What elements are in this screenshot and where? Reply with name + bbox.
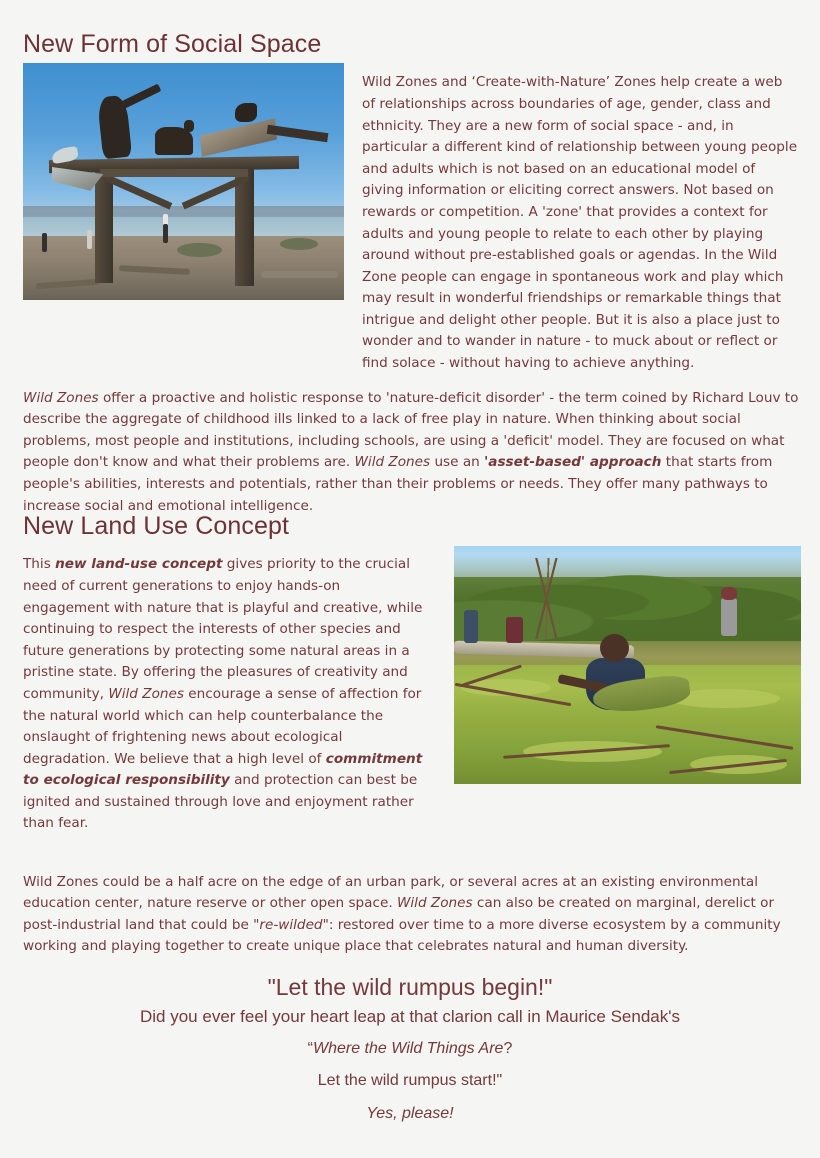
photo-person xyxy=(163,224,168,243)
land-use-text-and-photo xyxy=(23,541,801,849)
paragraph-wild-zones-scale xyxy=(23,872,801,958)
quote-rumpus-start: Let the wild rumpus start!" xyxy=(317,1072,503,1089)
photo-person xyxy=(42,233,47,252)
text-run: encourage a sense of affection for the natural world which can help counterbalance the onslaught of frightening news about ecological degradation. We believe that a high level of xyxy=(23,685,422,767)
page-title-social-space: New Form of Social Space xyxy=(23,30,322,58)
text-run: offer a proactive and holistic response to 'nature-deficit disorder' - the term coined by Richard Louv to describe the aggregate of childhood ills linked to a lack of free play in nature. When thinking about social problems, most people and institutions, including schools, are using a 'deficit' model. They are focused on what people don't know and what their problems are. xyxy=(23,389,799,471)
emphasis-book-title: Where the Wild Things Are xyxy=(312,1040,504,1057)
section-new-form-of-social-space xyxy=(23,30,799,388)
emphasis-wild-zones: Wild Zones xyxy=(23,389,99,406)
photo-sculpture-dog xyxy=(155,127,194,155)
quote-yes-please: Yes, please! xyxy=(366,1105,454,1122)
paragraph-social-space-intro: Wild Zones and ‘Create-with-Nature’ Zones help create a web of relationships across boundaries of age, gender, class and ethnicity. They are a new form of social space - and, in particular a different kind of relationship between young people and adults which is not based on an educational model of giving information or eliciting correct answers. Not based on rewards or competition. A 'zone' that provides a context for adults and young people to relate to each other by playing around without pre-established goals or agendas. In the Wild Zone people can engage in spontaneous work and play which may result in wonderful friendships or remarkable things that intrigue and delight other people. But it is also a place just to wonder and to wander in nature - to muck about or reflect or find solace - without having to achieve anything. xyxy=(362,74,798,372)
driftwood-sculpture-photo xyxy=(23,63,344,300)
text-run: “ xyxy=(307,1040,313,1057)
text-run: This xyxy=(23,556,56,573)
section-new-land-use-concept xyxy=(23,512,801,849)
photo-sculpture-arm xyxy=(118,84,162,111)
strong-emphasis-asset-based-approach: 'asset-based' approach xyxy=(484,454,662,471)
photo-sculpture-spar xyxy=(267,125,329,143)
photo-shrub xyxy=(177,243,222,257)
closing-quote-block xyxy=(0,972,820,1126)
photo-person xyxy=(506,617,523,643)
text-run: gives priority to the crucial need of current generations to enjoy hands-on engagement with nature that is playful and creative, while continuing to respect the interests of other species and future generations by protecting some natural areas in a pristine state. By offering the pleasures of creativity and community, xyxy=(23,556,423,702)
photo-shrub xyxy=(280,238,319,250)
pond-play-photo xyxy=(454,546,801,784)
photo-person xyxy=(464,610,478,643)
photo-driftwood-log xyxy=(261,271,338,278)
quote-headline: "Let the wild rumpus begin!" xyxy=(267,974,553,1000)
photo-person xyxy=(721,598,737,636)
emphasis-wild-zones: Wild Zones xyxy=(108,685,184,702)
photo-sculpture-plank xyxy=(200,118,277,157)
text-run: ": restored over time to a more diverse ecosystem by a community working and playing together to create unique place that celebrates natural and human diversity. xyxy=(23,916,781,955)
text-run: ? xyxy=(503,1040,513,1057)
photo-sculpture-post xyxy=(95,169,113,283)
emphasis-wild-zones: Wild Zones xyxy=(354,454,431,471)
paragraph-land-use-concept xyxy=(23,554,427,835)
photo-sculpture-beam xyxy=(100,169,248,176)
photo-sculpture-brace xyxy=(105,174,172,209)
text-run: that starts from people's abilities, interests and potentials, rather than their problems or needs. They offer many pathways to increase social and emotional intelligence. xyxy=(23,454,773,514)
text-run: and protection can best be ignited and sustained through love and enjoyment rather than fear. xyxy=(23,772,418,832)
photo-sculpture-bird xyxy=(235,103,257,122)
quote-book-title-line xyxy=(0,1036,820,1061)
text-run: Wild Zones could be a half acre on the edge of an urban park, or several acres at an existing environmental education center, nature reserve or other open space. xyxy=(23,873,758,912)
page-title-land-use: New Land Use Concept xyxy=(23,512,290,540)
emphasis-wild-zones: Wild Zones xyxy=(396,895,473,912)
text-run: use an xyxy=(430,454,485,471)
strong-emphasis-commitment-to-ecological-responsibility: commitment to ecological responsibility xyxy=(23,750,423,789)
quote-question: Did you ever feel your heart leap at that clarion call in Maurice Sendak's xyxy=(140,1007,680,1026)
emphasis-re-wilded: re-wilded xyxy=(259,916,323,933)
strong-emphasis-new-land-use-concept: new land-use concept xyxy=(55,556,223,573)
text-run: can also be created on marginal, derelict or post-industrial land that could be " xyxy=(23,895,775,933)
photo-stick-structure xyxy=(520,558,576,639)
paragraph-nature-deficit xyxy=(23,388,801,518)
photo-person xyxy=(87,230,92,249)
